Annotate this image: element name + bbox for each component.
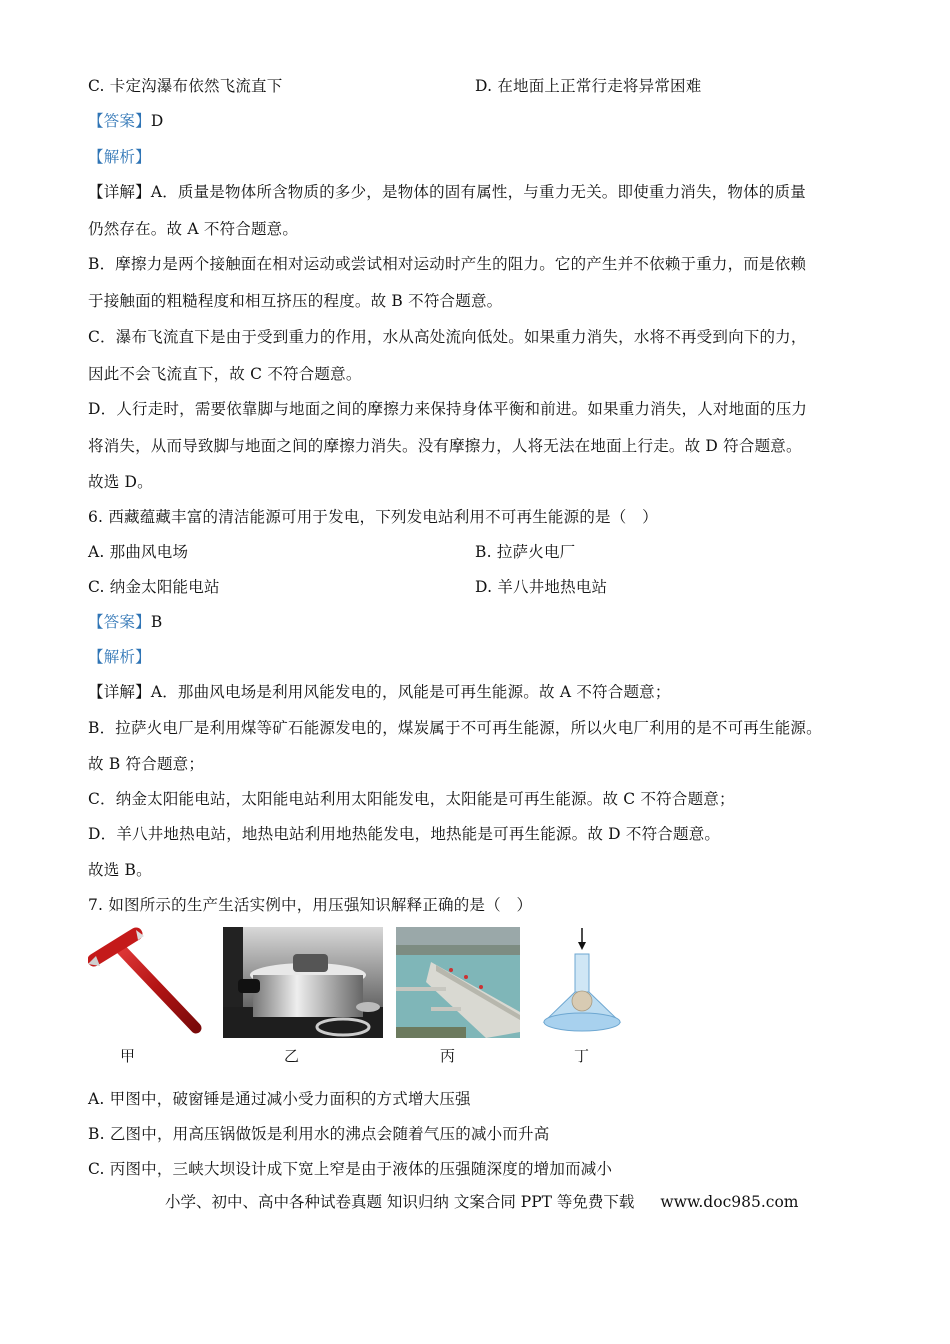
q6-option-c: C. 纳金太阳能电站 [88,578,220,596]
q5-detail-line: B．摩擦力是两个接触面在相对运动或尝试相对运动时产生的阻力。它的产生并不依赖于重力，而是依赖 [88,255,807,273]
q7-option-a: A. 甲图中，破窗锤是通过减小受力面积的方式增大压强 [88,1090,471,1108]
q5-conclusion: 故选 D。 [88,473,153,491]
q6-analysis-tag: 【解析】 [88,648,151,666]
q5-detail-line: 将消失，从而导致脚与地面之间的摩擦力消失。没有摩擦力，人将无法在地面上行走。故 D 符合题意。 [88,437,802,455]
q5-detail-line: 因此不会飞流直下，故 C 不符合题意。 [88,365,362,383]
q5-answer [88,111,163,131]
q5-detail-line: D．人行走时，需要依靠脚与地面之间的摩擦力来保持身体平衡和前进。如果重力消失，人对地面的压力 [88,400,808,418]
q6-answer [88,612,162,632]
q6-conclusion: 故选 B。 [88,861,152,879]
q6-option-d: D. 羊八井地热电站 [475,578,608,596]
footer-text: 小学、初中、高中各种试卷真题 知识归纳 文案合同 PPT 等免费下载 [165,1193,635,1211]
q6-detail-line: B．拉萨火电厂是利用煤等矿石能源发电的，煤炭属于不可再生能源，所以火电厂利用的是不可再生能源。 [88,719,822,737]
q6-detail-line: C．纳金太阳能电站，太阳能电站利用太阳能发电，太阳能是可再生能源。故 C 不符合题意； [88,790,735,808]
page-footer [165,1190,798,1212]
figure-caption-ding: 丁 [574,1047,590,1065]
q6-detail-line: 【详解】A．那曲风电场是利用风能发电的，风能是可再生能源。故 A 不符合题意； [88,683,671,701]
answer-value: D [150,112,164,130]
q6-detail-line: D．羊八井地热电站，地热电站利用地热能发电，地热能是可再生能源。故 D 不符合题意。 [88,825,721,843]
funnel-ball-image [540,926,625,1037]
q6-option-b: B. 拉萨火电厂 [475,543,576,561]
figure-caption-jia: 甲 [120,1047,136,1065]
q7-stem: 7. 如图所示的生产生活实例中，用压强知识解释正确的是（ ） [88,896,533,914]
safety-hammer-image [88,926,203,1041]
answer-value: B [150,613,163,631]
pressure-cooker-image [223,927,383,1038]
detail-tag: 【详解】 [88,183,151,201]
q6-option-a: A. 那曲风电场 [88,543,189,561]
answer-tag: 【答案】 [88,613,151,631]
q5-detail-line: 于接触面的粗糙程度和相互挤压的程度。故 B 不符合题意。 [88,292,503,310]
q5-detail-line: 【详解】A．质量是物体所含物质的多少，是物体的固有属性，与重力无关。即使重力消失，物体的质量 [88,183,806,201]
q7-option-b: B. 乙图中，用高压锅做饭是利用水的沸点会随着气压的减小而升高 [88,1125,550,1143]
three-gorges-dam-image [396,927,520,1038]
answer-tag: 【答案】 [88,112,151,130]
q6-detail-line: 故 B 符合题意； [88,755,205,773]
detail-tag: 【详解】 [88,683,151,701]
figure-caption-yi: 乙 [284,1047,300,1065]
q5-detail-line: C．瀑布飞流直下是由于受到重力的作用，水从高处流向低处。如果重力消失，水将不再受到向下的力， [88,328,807,346]
footer-url[interactable]: www.doc985.com [660,1193,799,1211]
q5-option-d: D. 在地面上正常行走将异常困难 [475,77,702,95]
q5-option-c: C. 卡定沟瀑布依然飞流直下 [88,77,283,95]
figure-caption-bing: 丙 [440,1047,456,1065]
q5-analysis-tag: 【解析】 [88,148,151,166]
q7-option-c: C. 丙图中，三峡大坝设计成下宽上窄是由于液体的压强随深度的增加而减小 [88,1160,613,1178]
q5-detail-line: 仍然存在。故 A 不符合题意。 [88,220,299,238]
q6-stem: 6. 西藏蕴藏丰富的清洁能源可用于发电，下列发电站利用不可再生能源的是（ ） [88,508,658,526]
